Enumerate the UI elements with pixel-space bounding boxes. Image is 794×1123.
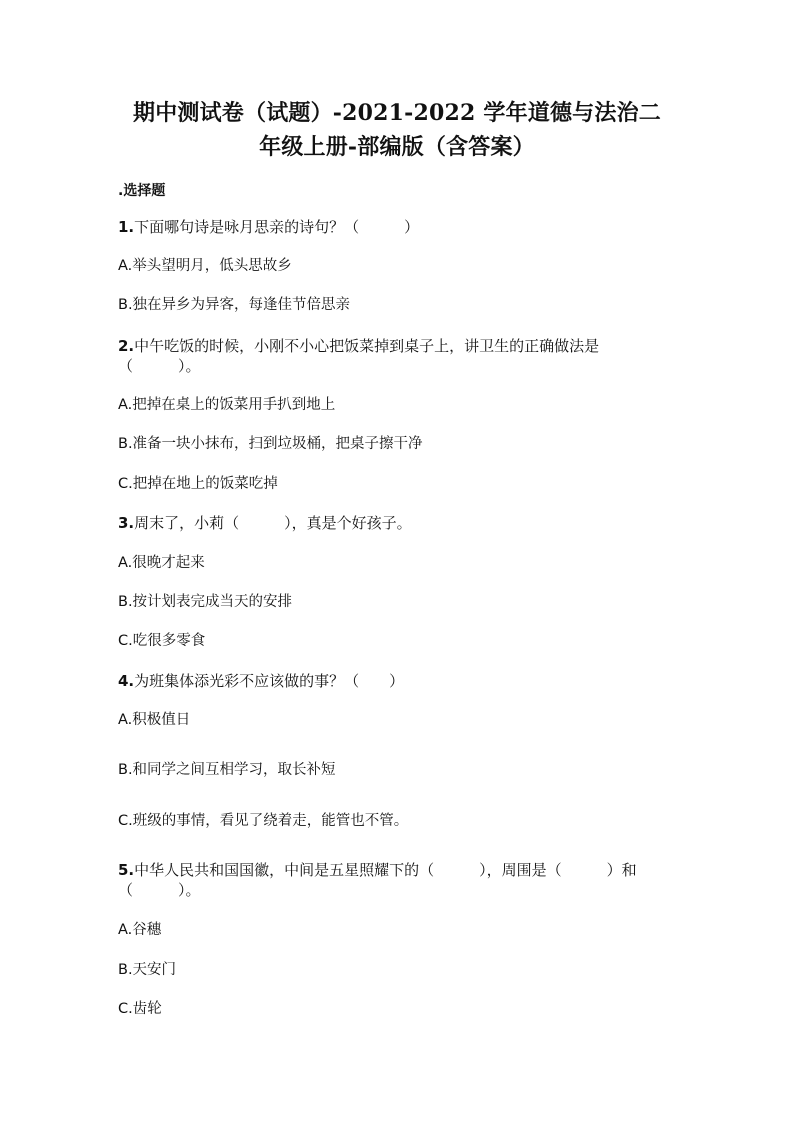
title-line-2: 年级上册-部编版（含答案） — [259, 134, 535, 160]
question-4 — [118, 671, 678, 691]
question-number: 4. — [118, 672, 135, 690]
title-line-1: 期中测试卷（试题）-2021-2022 学年道德与法治二 — [133, 100, 661, 126]
option-3b: B.按计划表完成当天的安排 — [118, 594, 293, 610]
page-title — [90, 96, 704, 164]
question-text: 中华人民共和国国徽，中间是五星照耀下的（ ），周围是（ ）和（ ）。 — [118, 861, 637, 899]
section-heading: .选择题 — [118, 183, 166, 199]
question-text: 为班集体添光彩不应该做的事？（ ） — [134, 672, 405, 690]
question-number: 5. — [118, 861, 135, 879]
option-1a: A.举头望明月，低头思故乡 — [118, 258, 292, 274]
option-3c: C.吃很多零食 — [118, 633, 206, 649]
question-3 — [118, 513, 678, 533]
question-number: 2. — [118, 337, 135, 355]
question-number: 3. — [118, 514, 135, 532]
option-5c: C.齿轮 — [118, 1001, 162, 1017]
question-text: 周末了，小莉（ ），真是个好孩子。 — [134, 514, 412, 532]
question-5 — [118, 860, 678, 900]
option-4c: C.班级的事情，看见了绕着走，能管也不管。 — [118, 813, 409, 829]
option-2b: B.准备一块小抹布，扫到垃圾桶，把桌子擦干净 — [118, 436, 423, 452]
question-text: 下面哪句诗是咏月思亲的诗句？（ ） — [134, 218, 420, 236]
question-text: 中午吃饭的时候，小刚不小心把饭菜掉到桌子上，讲卫生的正确做法是（ ）。 — [118, 337, 600, 375]
option-2c: C.把掉在地上的饭菜吃掉 — [118, 476, 278, 492]
option-2a: A.把掉在桌上的饭菜用手扒到地上 — [118, 397, 336, 413]
option-4b: B.和同学之间互相学习，取长补短 — [118, 762, 336, 778]
option-1b: B.独在异乡为异客，每逢佳节倍思亲 — [118, 297, 351, 313]
option-5a: A.谷穗 — [118, 922, 162, 938]
option-4a: A.积极值日 — [118, 712, 191, 728]
option-5b: B.天安门 — [118, 962, 177, 978]
option-3a: A.很晚才起来 — [118, 555, 205, 571]
question-number: 1. — [118, 218, 135, 236]
question-1 — [118, 217, 678, 237]
question-2 — [118, 336, 678, 376]
